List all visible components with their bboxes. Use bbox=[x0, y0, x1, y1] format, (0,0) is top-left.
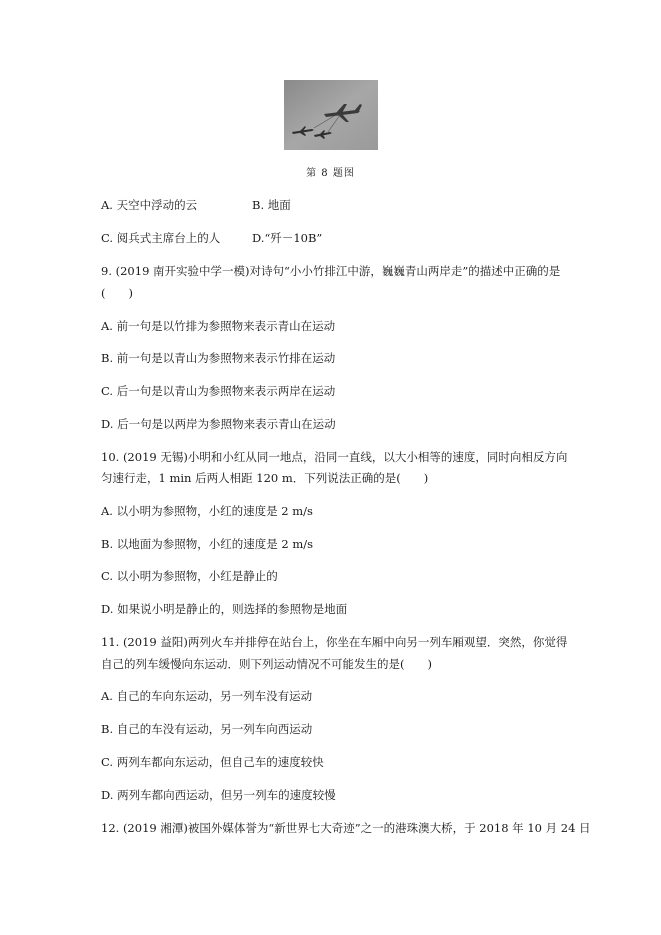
q8-option-a: A. 天空中浮动的云 bbox=[101, 198, 198, 212]
q10-option-a: A. 以小明为参照物，小红的速度是 2 m/s bbox=[101, 504, 313, 518]
q10-option-b: B. 以地面为参照物，小红的速度是 2 m/s bbox=[101, 537, 314, 551]
aircraft-photo-image bbox=[284, 80, 378, 150]
q9-option-c: C. 后一句是以青山为参照物来表示两岸在运动 bbox=[101, 384, 336, 398]
q8-option-d: D.“歼－10B” bbox=[252, 231, 323, 245]
q11-option-b: B. 自己的车没有运动，另一列车向西运动 bbox=[101, 722, 313, 736]
q9-stem-line-1: 9. (2019 南开实验中学一模)对诗句“小小竹排江中游，巍巍青山两岸走”的描述中正确的是 bbox=[101, 264, 561, 278]
q10-stem-line-2: 匀速行走，1 min 后两人相距 120 m．下列说法正确的是( ) bbox=[101, 471, 429, 485]
figure-caption: 第 8 题图 bbox=[306, 168, 355, 179]
q10-stem-line-1: 10. (2019 无锡)小明和小红从同一地点，沿同一直线，以大小相等的速度，同时向相反方向 bbox=[101, 450, 568, 464]
q8-option-c: C. 阅兵式主席台上的人 bbox=[101, 231, 221, 245]
q11-option-d: D. 两列车都向西运动，但另一列车的速度较慢 bbox=[101, 788, 336, 802]
q11-option-a: A. 自己的车向东运动，另一列车没有运动 bbox=[101, 689, 313, 703]
q10-option-c: C. 以小明为参照物，小红是静止的 bbox=[101, 569, 278, 583]
q12-stem-line-1: 12. (2019 湘潭)被国外媒体誉为“新世界七大奇迹”之一的港珠澳大桥，于 2018 年 10 月 24 日 bbox=[101, 821, 591, 835]
q10-option-d: D. 如果说小明是静止的，则选择的参照物是地面 bbox=[101, 602, 348, 616]
q11-stem-line-1: 11. (2019 益阳)两列火车并排停在站台上，你坐在车厢中向另一列车厢观望．突然，你觉得 bbox=[101, 635, 568, 649]
q9-stem-line-2: ( ) bbox=[101, 286, 133, 300]
q11-option-c: C. 两列车都向东运动，但自己车的速度较快 bbox=[101, 755, 324, 769]
q8-option-b: B. 地面 bbox=[252, 198, 291, 212]
q9-option-d: D. 后一句是以两岸为参照物来表示青山在运动 bbox=[101, 417, 336, 431]
aircraft-refueling-photo bbox=[284, 80, 378, 150]
q11-stem-line-2: 自己的列车缓慢向东运动．则下列运动情况不可能发生的是( ) bbox=[101, 657, 432, 671]
q9-option-a: A. 前一句是以竹排为参照物来表示青山在运动 bbox=[101, 319, 336, 333]
q9-option-b: B. 前一句是以青山为参照物来表示竹排在运动 bbox=[101, 351, 336, 365]
